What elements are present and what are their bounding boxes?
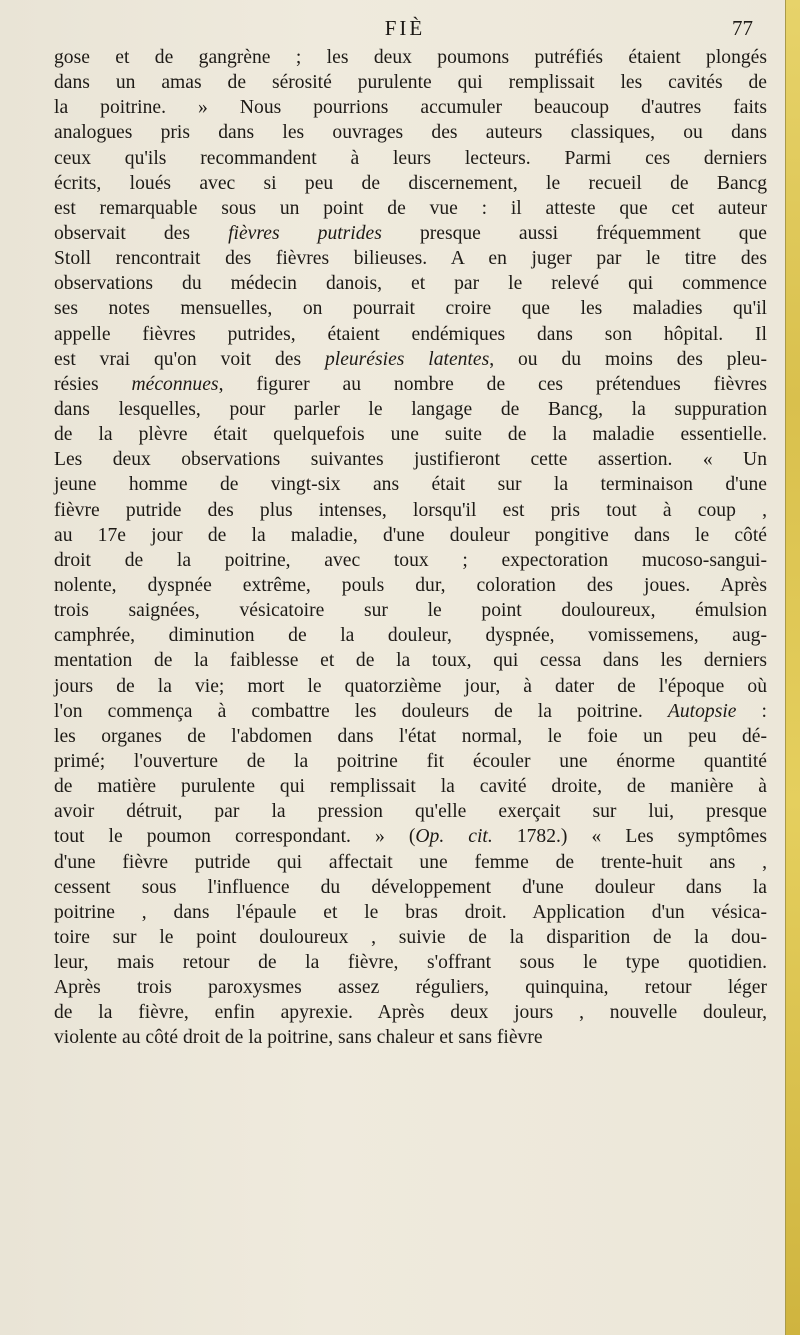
text-line	[54, 1025, 767, 1050]
text-line	[54, 146, 767, 171]
text-line	[54, 196, 767, 221]
italic-run: méconnues	[131, 373, 219, 395]
italic-run: pleurésies latentes	[324, 348, 490, 370]
text-line	[54, 498, 767, 523]
text-line	[54, 120, 767, 145]
page-header	[55, 14, 765, 44]
text-run: ceux qu'ils recommandent à leurs lecteurs. Parmi ces derniers	[54, 147, 767, 169]
text-run: leur, mais retour de la fièvre, s'offrant sous le type quotidien.	[54, 952, 767, 974]
text-line	[54, 623, 767, 648]
text-run: cessent sous l'influence du développement d'une douleur dans la	[54, 876, 767, 898]
text-run: presque aussi fréquemment que	[381, 222, 767, 244]
text-line	[54, 925, 767, 950]
italic-run: Autopsie	[667, 700, 737, 722]
text-run: d'une fièvre putride qui affectait une femme de trente-huit ans ,	[54, 851, 767, 873]
text-run: gose et de gangrène ; les deux poumons putréfiés étaient plongés	[54, 47, 767, 68]
text-run: 1782.) « Les symptômes	[492, 826, 767, 848]
text-run: est vrai qu'on voit des	[54, 348, 325, 370]
text-line	[54, 749, 767, 774]
text-run: observations du médecin danois, et par le relevé qui commence	[54, 273, 767, 295]
text-line	[54, 674, 767, 699]
text-run: Stoll rencontrait des fièvres bilieuses. A en juger par le titre des	[54, 248, 767, 270]
text-line	[54, 598, 767, 623]
text-run: nolente, dyspnée extrême, pouls dur, coloration des joues. Après	[54, 574, 767, 596]
text-run: de matière purulente qui remplissait la cavité droite, de manière à	[54, 776, 767, 798]
text-run: appelle fièvres putrides, étaient endémiques dans son hôpital. Il	[54, 323, 767, 345]
text-line	[54, 221, 767, 246]
text-line	[54, 799, 767, 824]
text-line	[54, 171, 767, 196]
text-run: de la plèvre était quelquefois une suite de la maladie essentielle.	[54, 424, 767, 446]
text-line	[54, 447, 767, 472]
italic-run: fièvres putrides	[228, 222, 382, 244]
text-line	[54, 900, 767, 925]
running-title: FIÈ	[384, 16, 426, 40]
text-line	[54, 523, 767, 548]
text-line	[54, 548, 767, 573]
text-run: jours de la vie; mort le quatorzième jour, à dater de l'époque où	[54, 675, 767, 697]
text-line	[54, 648, 767, 673]
text-line	[54, 1000, 767, 1025]
text-run: résies	[54, 373, 132, 395]
text-run: trois saignées, vésicatoire sur le point douloureux, émulsion	[54, 600, 767, 622]
text-run: violente au côté droit de la poitrine, sans chaleur et sans fièvre	[54, 1027, 543, 1049]
text-run: , figurer au nombre de ces prétendues fièvres	[218, 373, 767, 395]
text-line	[54, 45, 767, 70]
text-run: écrits, loués avec si peu de discernement, le recueil de Bancg	[54, 172, 767, 194]
text-run: fièvre putride des plus intenses, lorsqu'il est pris tout à coup ,	[54, 499, 767, 521]
text-run: toire sur le point douloureux , suivie de la disparition de la dou-	[54, 926, 767, 948]
page-edge	[785, 0, 800, 1335]
text-run: la poitrine. » Nous pourrions accumuler beaucoup d'autres faits	[54, 97, 767, 119]
text-line	[54, 950, 767, 975]
text-run: au 17e jour de la maladie, d'une douleur pongitive dans le côté	[54, 524, 767, 546]
text-line	[54, 824, 767, 849]
text-run: camphrée, diminution de la douleur, dyspnée, vomissemens, aug-	[54, 625, 767, 647]
text-run: dans lesquelles, pour parler le langage de Bancg, la suppuration	[54, 398, 767, 420]
body-text	[54, 45, 767, 1051]
text-run: , ou du moins des pleu-	[489, 348, 768, 370]
text-run: tout le poumon correspondant. » (	[54, 826, 416, 848]
text-line	[54, 322, 767, 347]
text-run: avoir détruit, par la pression qu'elle exerçait sur lui, presque	[54, 801, 767, 823]
text-line	[54, 573, 767, 598]
text-run: ses notes mensuelles, on pourrait croire que les maladies qu'il	[54, 298, 767, 320]
text-line	[54, 724, 767, 749]
text-run: :	[736, 700, 767, 722]
text-run: poitrine , dans l'épaule et le bras droit. Application d'un vésica-	[54, 901, 767, 923]
text-run: jeune homme de vingt-six ans était sur la terminaison d'une	[54, 474, 767, 496]
text-line	[54, 95, 767, 120]
text-line	[54, 296, 767, 321]
text-line	[54, 271, 767, 296]
text-run: les organes de l'abdomen dans l'état normal, le foie un peu dé-	[54, 725, 767, 747]
text-line	[54, 975, 767, 1000]
text-line	[54, 875, 767, 900]
text-line	[54, 422, 767, 447]
page-number: 77	[732, 16, 753, 40]
text-line	[54, 372, 767, 397]
text-line	[54, 70, 767, 95]
text-run: est remarquable sous un point de vue : il atteste que cet auteur	[54, 197, 767, 219]
text-run: dans un amas de sérosité purulente qui remplissait les cavités de	[54, 72, 767, 94]
text-run: Après trois paroxysmes assez réguliers, quinquina, retour léger	[54, 977, 767, 999]
text-line	[54, 774, 767, 799]
text-run: mentation de la faiblesse et de la toux, qui cessa dans les derniers	[54, 650, 767, 672]
text-line	[54, 699, 767, 724]
text-run: analogues pris dans les ouvrages des auteurs classiques, ou dans	[54, 122, 767, 144]
italic-run: Op. cit.	[415, 826, 493, 848]
text-line	[54, 347, 767, 372]
text-run: observait des	[54, 222, 229, 244]
text-run: Les deux observations suivantes justifieront cette assertion. « Un	[54, 449, 767, 471]
text-line	[54, 246, 767, 271]
text-run: primé; l'ouverture de la poitrine fit écouler une énorme quantité	[54, 750, 767, 772]
text-run: l'on commença à combattre les douleurs de la poitrine.	[54, 700, 668, 722]
text-line	[54, 397, 767, 422]
text-run: droit de la poitrine, avec toux ; expectoration mucoso-sangui-	[54, 549, 767, 571]
text-run: de la fièvre, enfin apyrexie. Après deux jours , nouvelle douleur,	[54, 1002, 767, 1024]
text-line	[54, 472, 767, 497]
text-line	[54, 850, 767, 875]
